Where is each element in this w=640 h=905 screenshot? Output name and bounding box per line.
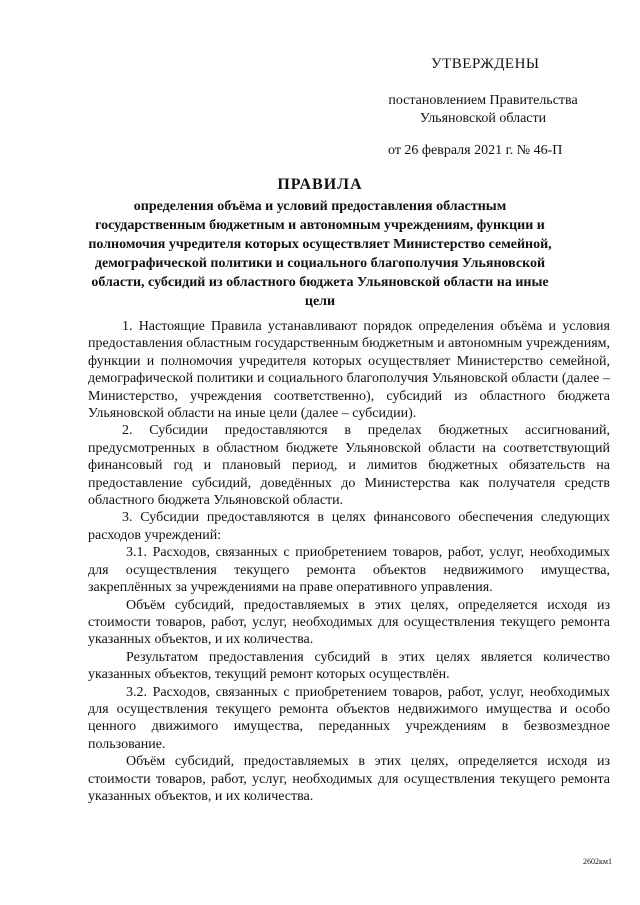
- paragraph-3-2: 3.2. Расходов, связанных с приобретением товаров, работ, услуг, необходимых для осуществления текущего ремонта объектов недвижимого имущества и особо ценного движимого имущества, переданных учреждениям в безвозмездное пользование.: [88, 684, 610, 752]
- paragraph-3-1-result: Результатом предоставления субсидий в этих целях является количество указанных объектов, текущий ремонт которых осуществлён.: [88, 649, 610, 683]
- paragraph-3: 3. Субсидии предоставляются в целях финансового обеспечения следующих расходов учреждений:: [88, 510, 610, 543]
- paragraph-1: 1. Настоящие Правила устанавливают порядок определения объёма и условия предоставления областным государственным бюджетным и автономным учреждениям, функции и полномочия учредителя которых осуществляет Министерство семейной, демографической политики и социального благополучия Ульяновской области (далее – Министерство, учреждения соответственно), субсидий из областного бюджета Ульяновской области на иные цели (далее – субсидии).: [88, 319, 610, 422]
- paragraph-3-1-volume: Объём субсидий, предоставляемых в этих целях, определяется исходя из стоимости товаров, работ, услуг, необходимых для осуществления текущего ремонта указанных объектов, и их количества.: [88, 597, 610, 648]
- paragraph-2: 2. Субсидии предоставляются в пределах бюджетных ассигнований, предусмотренных в областном бюджете Ульяновской области на соответствующий финансовый год и плановый период, и лимитов бюджетных обязательств на предоставление субсидий, доведённых до Министерства как получателя средств областного бюджета Ульяновской области.: [88, 423, 610, 509]
- decree-line-2: Ульяновской области: [419, 111, 547, 126]
- document-body: [88, 318, 610, 805]
- decree-line-1: постановлением Правительства: [388, 93, 578, 108]
- document-subtitle: определения объёма и условий предоставления областным государственным бюджетным и автономным учреждениям, функции и полномочия учредителя которых осуществляет Министерство семейной, демографической политики и социального благополучия Ульяновской области, субсидий из областного бюджета Ульяновской области на иные цели: [88, 199, 552, 309]
- document-title: ПРАВИЛА: [277, 176, 363, 193]
- decree-date: от 26 февраля 2021 г. № 46-П: [388, 143, 563, 158]
- decree-reference: [378, 92, 588, 128]
- paragraph-3-1: 3.1. Расходов, связанных с приобретением товаров, работ, услуг, необходимых для осуществления текущего ремонта объектов недвижимого имущества, закреплённых за учреждениями на праве оперативного управления.: [88, 545, 610, 596]
- document-code: 2602км1: [583, 857, 612, 866]
- paragraph-3-2-volume: Объём субсидий, предоставляемых в этих целях, определяется исходя из стоимости товаров, работ, услуг, необходимых для осуществления текущего ремонта указанных объектов, и их количества.: [88, 754, 610, 804]
- approved-label: УТВЕРЖДЕНЫ: [431, 56, 540, 72]
